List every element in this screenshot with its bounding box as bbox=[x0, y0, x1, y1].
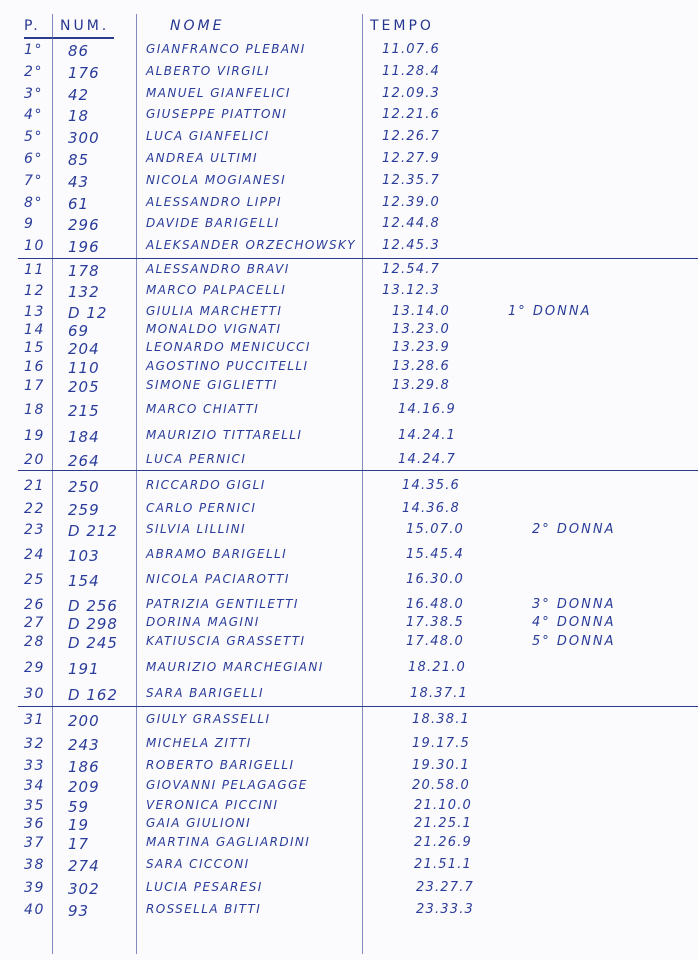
position-cell: 33 bbox=[24, 758, 46, 774]
table-row bbox=[0, 660, 698, 682]
bib-number-cell: 205 bbox=[68, 378, 100, 396]
position-cell: 3° bbox=[24, 85, 44, 102]
bib-number-cell: 186 bbox=[68, 758, 100, 776]
table-row bbox=[0, 634, 698, 656]
finish-time-cell: 21.26.9 bbox=[414, 835, 473, 850]
finish-time-cell: 12.39.0 bbox=[382, 194, 441, 210]
athlete-name-cell: MANUEL GIANFELICI bbox=[146, 85, 291, 100]
finish-time-cell: 12.21.6 bbox=[382, 107, 441, 123]
bib-number-cell: D 298 bbox=[68, 615, 118, 633]
athlete-name-cell: ALESSANDRO LIPPI bbox=[146, 194, 282, 209]
position-cell: 8° bbox=[24, 194, 44, 211]
bib-number-cell: 302 bbox=[68, 880, 100, 898]
position-cell: 27 bbox=[24, 615, 46, 631]
table-row bbox=[0, 262, 698, 284]
bib-number-cell: 204 bbox=[68, 340, 100, 358]
table-row bbox=[0, 42, 698, 64]
bib-number-cell: 300 bbox=[68, 129, 100, 148]
finish-time-cell: 13.12.3 bbox=[382, 283, 441, 298]
finish-time-cell: 14.16.9 bbox=[398, 402, 457, 417]
table-row bbox=[0, 64, 698, 86]
table-row bbox=[0, 402, 698, 424]
finish-time-cell: 21.25.1 bbox=[414, 816, 473, 831]
bib-number-cell: 18 bbox=[68, 107, 90, 126]
finish-time-cell: 11.07.6 bbox=[382, 42, 441, 57]
athlete-name-cell: PATRIZIA GENTILETTI bbox=[146, 597, 299, 611]
athlete-name-cell: GIUSEPPE PIATTONI bbox=[146, 107, 288, 122]
position-cell: 25 bbox=[24, 572, 46, 588]
table-row bbox=[0, 283, 698, 305]
table-row bbox=[0, 478, 698, 500]
table-row bbox=[0, 902, 698, 924]
table-row bbox=[0, 107, 698, 129]
header-number: NUM. bbox=[60, 18, 110, 34]
position-cell: 26 bbox=[24, 597, 46, 613]
athlete-name-cell: RICCARDO GIGLI bbox=[146, 478, 266, 492]
table-row bbox=[0, 501, 698, 523]
athlete-name-cell: SIMONE GIGLIETTI bbox=[146, 378, 278, 392]
bib-number-cell: 259 bbox=[68, 501, 100, 519]
finish-time-cell: 12.45.3 bbox=[382, 238, 441, 254]
finish-time-cell: 13.14.0 bbox=[392, 304, 451, 319]
bib-number-cell: 110 bbox=[68, 359, 100, 377]
athlete-name-cell: DAVIDE BARIGELLI bbox=[146, 216, 280, 231]
bib-number-cell: 59 bbox=[68, 798, 90, 816]
table-row bbox=[0, 151, 698, 173]
position-cell: 6° bbox=[24, 151, 44, 167]
bib-number-cell: D 162 bbox=[68, 686, 118, 704]
athlete-name-cell: GAIA GIULIONI bbox=[146, 816, 252, 830]
position-cell: 18 bbox=[24, 402, 46, 418]
finish-time-cell: 11.28.4 bbox=[382, 63, 441, 79]
finish-time-cell: 12.09.3 bbox=[382, 85, 441, 101]
finish-time-cell: 12.54.7 bbox=[382, 262, 441, 277]
category-note-cell: 5° DONNA bbox=[532, 634, 616, 649]
bib-number-cell: 243 bbox=[68, 736, 100, 754]
table-row bbox=[0, 238, 698, 260]
position-cell: 31 bbox=[24, 712, 46, 728]
position-cell: 34 bbox=[24, 778, 46, 794]
athlete-name-cell: VERONICA PICCINI bbox=[146, 798, 279, 812]
athlete-name-cell: ALBERTO VIRGILI bbox=[146, 63, 270, 78]
table-row bbox=[0, 778, 698, 800]
athlete-name-cell: KATIUSCIA GRASSETTI bbox=[146, 634, 306, 648]
bib-number-cell: D 12 bbox=[68, 304, 108, 322]
position-cell: 28 bbox=[24, 634, 46, 650]
table-row bbox=[0, 378, 698, 400]
table-row bbox=[0, 129, 698, 151]
position-cell: 39 bbox=[24, 880, 46, 896]
bib-number-cell: 132 bbox=[68, 283, 100, 301]
finish-time-cell: 17.48.0 bbox=[406, 634, 465, 649]
bib-number-cell: 200 bbox=[68, 712, 100, 730]
finish-time-cell: 17.38.5 bbox=[406, 615, 465, 630]
position-cell: 9 bbox=[24, 216, 35, 233]
finish-time-cell: 19.17.5 bbox=[412, 736, 471, 751]
finish-time-cell: 14.24.1 bbox=[398, 428, 457, 443]
athlete-name-cell: LUCA PERNICI bbox=[146, 452, 247, 466]
table-row bbox=[0, 452, 698, 474]
table-row bbox=[0, 835, 698, 857]
position-cell: 14 bbox=[24, 322, 46, 338]
table-row bbox=[0, 216, 698, 238]
finish-time-cell: 23.27.7 bbox=[416, 880, 475, 895]
athlete-name-cell: SARA BARIGELLI bbox=[146, 686, 264, 700]
finish-time-cell: 16.30.0 bbox=[406, 572, 465, 587]
finish-time-cell: 18.37.1 bbox=[410, 686, 469, 701]
position-cell: 22 bbox=[24, 501, 46, 517]
header-time: TEMPO bbox=[370, 18, 434, 34]
position-cell: 15 bbox=[24, 340, 46, 356]
finish-time-cell: 13.23.9 bbox=[392, 340, 451, 355]
athlete-name-cell: MONALDO VIGNATI bbox=[146, 322, 282, 336]
position-cell: 36 bbox=[24, 816, 46, 832]
header-underline bbox=[24, 37, 114, 39]
finish-time-cell: 13.23.0 bbox=[392, 322, 451, 337]
position-cell: 40 bbox=[24, 902, 46, 918]
athlete-name-cell: MARTINA GAGLIARDINI bbox=[146, 835, 311, 849]
bib-number-cell: D 212 bbox=[68, 522, 118, 540]
table-row bbox=[0, 712, 698, 734]
bib-number-cell: 103 bbox=[68, 547, 100, 565]
bib-number-cell: 93 bbox=[68, 902, 90, 920]
table-row bbox=[0, 880, 698, 902]
athlete-name-cell: AGOSTINO PUCCITELLI bbox=[146, 359, 309, 373]
header-name: NOME bbox=[170, 18, 225, 34]
finish-time-cell: 23.33.3 bbox=[416, 902, 475, 917]
athlete-name-cell: ROSSELLA BITTI bbox=[146, 902, 262, 916]
header-position: P. bbox=[24, 18, 41, 34]
position-cell: 17 bbox=[24, 378, 46, 394]
bib-number-cell: 184 bbox=[68, 428, 100, 446]
position-cell: 16 bbox=[24, 359, 46, 375]
position-cell: 10 bbox=[24, 238, 46, 255]
finish-time-cell: 15.45.4 bbox=[406, 547, 465, 562]
table-row bbox=[0, 86, 698, 108]
bib-number-cell: 250 bbox=[68, 478, 100, 496]
position-cell: 4° bbox=[24, 107, 44, 124]
finish-time-cell: 15.07.0 bbox=[406, 522, 465, 537]
position-cell: 19 bbox=[24, 428, 46, 444]
finish-time-cell: 21.51.1 bbox=[414, 857, 473, 872]
position-cell: 21 bbox=[24, 478, 46, 494]
finish-time-cell: 21.10.0 bbox=[414, 798, 473, 813]
position-cell: 23 bbox=[24, 522, 46, 538]
athlete-name-cell: MARCO CHIATTI bbox=[146, 402, 260, 416]
position-cell: 11 bbox=[24, 262, 46, 278]
bib-number-cell: 42 bbox=[68, 85, 90, 104]
position-cell: 2° bbox=[24, 63, 44, 80]
finish-time-cell: 14.24.7 bbox=[398, 452, 457, 467]
athlete-name-cell: NICOLA PACIAROTTI bbox=[146, 572, 290, 586]
table-row bbox=[0, 572, 698, 594]
position-cell: 1° bbox=[24, 42, 44, 58]
athlete-name-cell: ABRAMO BARIGELLI bbox=[146, 547, 288, 561]
athlete-name-cell: NICOLA MOGIANESI bbox=[146, 172, 287, 187]
position-cell: 12 bbox=[24, 283, 46, 299]
bib-number-cell: 43 bbox=[68, 172, 90, 191]
bib-number-cell: D 245 bbox=[68, 634, 118, 652]
table-row bbox=[0, 428, 698, 450]
table-row bbox=[0, 195, 698, 217]
finish-time-cell: 12.27.9 bbox=[382, 151, 441, 166]
athlete-name-cell: MARCO PALPACELLI bbox=[146, 283, 287, 297]
finish-time-cell: 16.48.0 bbox=[406, 597, 465, 612]
bib-number-cell: 61 bbox=[68, 194, 90, 213]
finish-time-cell: 20.58.0 bbox=[412, 778, 471, 793]
athlete-name-cell: ALESSANDRO BRAVI bbox=[146, 262, 290, 276]
athlete-name-cell: LUCA GIANFELICI bbox=[146, 129, 270, 144]
bib-number-cell: 215 bbox=[68, 402, 100, 420]
category-note-cell: 4° DONNA bbox=[532, 615, 616, 630]
bib-number-cell: 154 bbox=[68, 572, 100, 590]
position-cell: 13 bbox=[24, 304, 46, 320]
position-cell: 29 bbox=[24, 660, 46, 676]
bib-number-cell: 191 bbox=[68, 660, 100, 678]
athlete-name-cell: SARA CICCONI bbox=[146, 857, 250, 871]
bib-number-cell: 69 bbox=[68, 322, 90, 340]
bib-number-cell: 209 bbox=[68, 778, 100, 796]
table-row bbox=[0, 173, 698, 195]
table-row bbox=[0, 736, 698, 758]
athlete-name-cell: MICHELA ZITTI bbox=[146, 736, 252, 750]
finish-time-cell: 12.26.7 bbox=[382, 129, 441, 145]
athlete-name-cell: GIANFRANCO PLEBANI bbox=[146, 42, 306, 56]
finish-time-cell: 13.29.8 bbox=[392, 378, 451, 393]
bib-number-cell: 85 bbox=[68, 151, 90, 169]
athlete-name-cell: GIULY GRASSELLI bbox=[146, 712, 271, 726]
bib-number-cell: 19 bbox=[68, 816, 90, 834]
athlete-name-cell: GIOVANNI PELAGAGGE bbox=[146, 778, 308, 792]
finish-time-cell: 12.35.7 bbox=[382, 172, 441, 188]
bib-number-cell: 178 bbox=[68, 262, 100, 280]
athlete-name-cell: MAURIZIO MARCHEGIANI bbox=[146, 660, 324, 674]
position-cell: 35 bbox=[24, 798, 46, 814]
bib-number-cell: 296 bbox=[68, 216, 100, 235]
position-cell: 5° bbox=[24, 129, 44, 146]
bib-number-cell: 264 bbox=[68, 452, 100, 470]
athlete-name-cell: DORINA MAGINI bbox=[146, 615, 260, 629]
table-row bbox=[0, 857, 698, 879]
category-note-cell: 2° DONNA bbox=[532, 522, 616, 537]
bib-number-cell: 86 bbox=[68, 42, 90, 60]
athlete-name-cell: ALEKSANDER ORZECHOWSKY bbox=[146, 238, 357, 253]
athlete-name-cell: SILVIA LILLINI bbox=[146, 522, 246, 536]
position-cell: 30 bbox=[24, 686, 46, 702]
table-row bbox=[0, 547, 698, 569]
finish-time-cell: 14.36.8 bbox=[402, 501, 461, 516]
table-row bbox=[0, 758, 698, 780]
position-cell: 38 bbox=[24, 857, 46, 873]
category-note-cell: 1° DONNA bbox=[508, 304, 592, 319]
position-cell: 20 bbox=[24, 452, 46, 468]
athlete-name-cell: LUCIA PESARESI bbox=[146, 880, 263, 894]
position-cell: 7° bbox=[24, 172, 44, 189]
athlete-name-cell: ROBERTO BARIGELLI bbox=[146, 758, 295, 772]
athlete-name-cell: CARLO PERNICI bbox=[146, 501, 257, 515]
athlete-name-cell: ANDREA ULTIMI bbox=[146, 151, 258, 165]
bib-number-cell: 196 bbox=[68, 238, 100, 257]
finish-time-cell: 18.38.1 bbox=[412, 712, 471, 727]
bib-number-cell: 176 bbox=[68, 63, 100, 82]
position-cell: 32 bbox=[24, 736, 46, 752]
position-cell: 37 bbox=[24, 835, 46, 851]
category-note-cell: 3° DONNA bbox=[532, 597, 616, 612]
finish-time-cell: 19.30.1 bbox=[412, 758, 471, 773]
finish-time-cell: 18.21.0 bbox=[408, 660, 467, 675]
athlete-name-cell: MAURIZIO TITTARELLI bbox=[146, 428, 303, 442]
athlete-name-cell: LEONARDO MENICUCCI bbox=[146, 340, 311, 354]
bib-number-cell: 17 bbox=[68, 835, 90, 853]
finish-time-cell: 12.44.8 bbox=[382, 216, 441, 232]
bib-number-cell: D 256 bbox=[68, 597, 118, 615]
table-row bbox=[0, 686, 698, 708]
athlete-name-cell: GIULIA MARCHETTI bbox=[146, 304, 283, 318]
bib-number-cell: 274 bbox=[68, 857, 100, 875]
table-row bbox=[0, 522, 698, 544]
finish-time-cell: 14.35.6 bbox=[402, 478, 461, 493]
position-cell: 24 bbox=[24, 547, 46, 563]
finish-time-cell: 13.28.6 bbox=[392, 359, 451, 374]
